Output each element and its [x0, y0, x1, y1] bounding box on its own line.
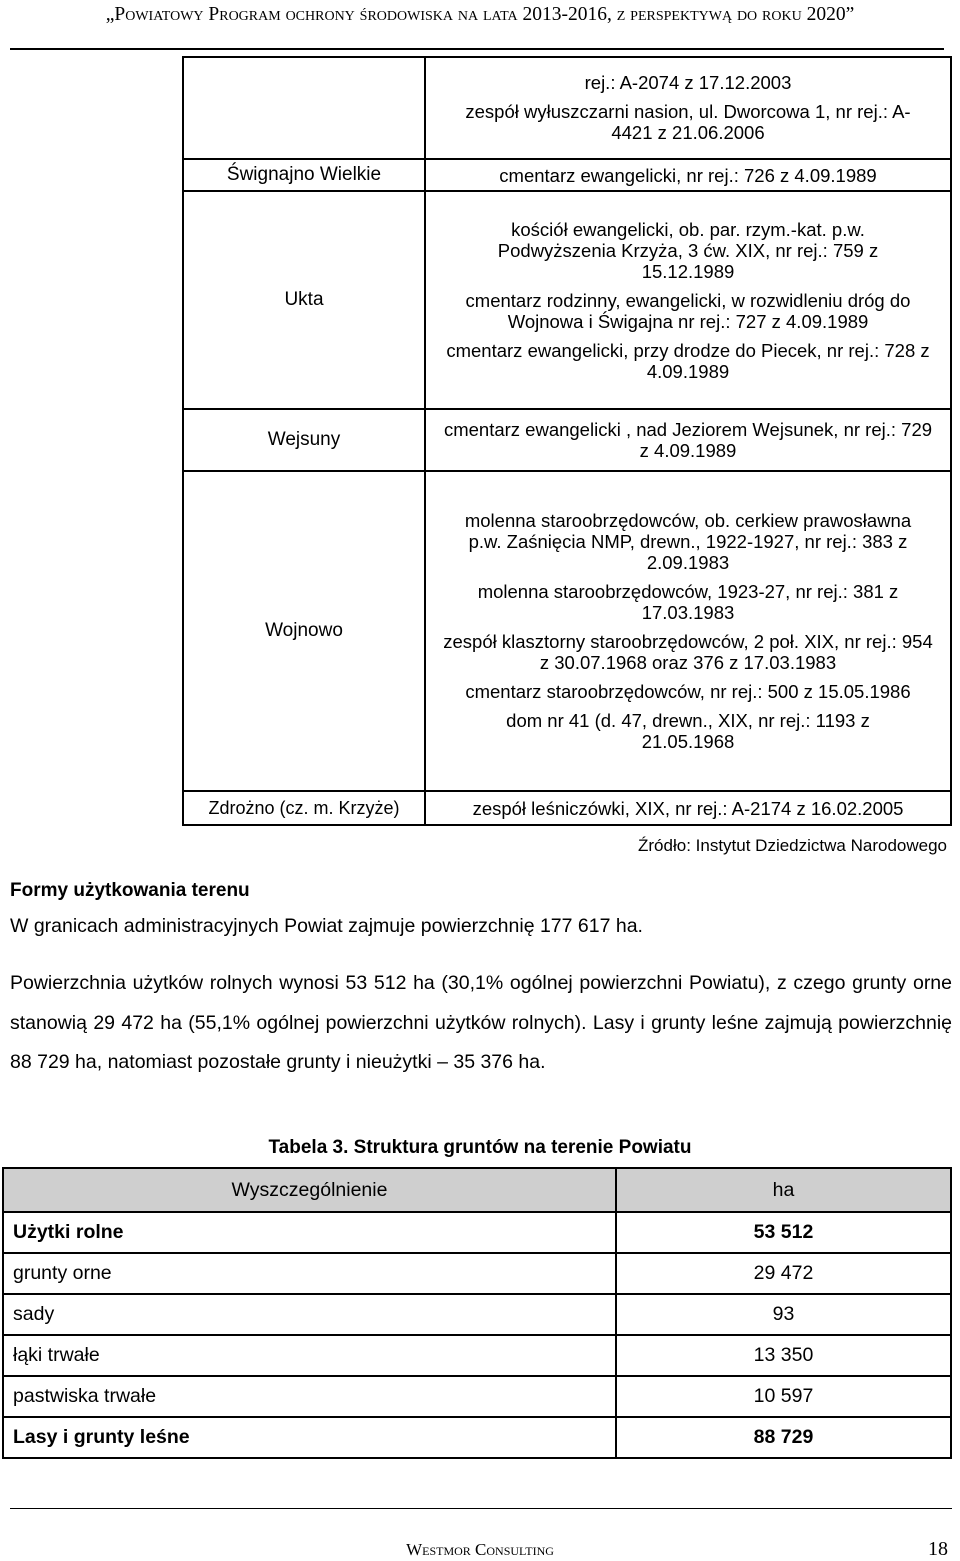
table-caption: Tabela 3. Struktura gruntów na terenie Powiatu [268, 1137, 692, 1158]
list-item: zespół klasztorny staroobrzędowców, 2 poł. XIX, nr rej.: 954 z 30.07.1968 oraz 376 z 17.03.1983 [443, 631, 933, 673]
list-item: rej.: A-2074 z 17.12.2003 [584, 71, 792, 93]
locality-cell: Zdrożno (cz. m. Krzyże) [183, 791, 425, 825]
paragraph: Powierzchnia użytków rolnych wynosi 53 512 ha (30,1% ogólnej powierzchni Powiatu), z czego grunty orne stanowią 29 472 ha (55,1% ogólnej powierzchni użytków rolnych). Lasy i grunty leśne zajmują powierzchnię 88 729 ha, natomiast pozostałe grunty i nieużytki – 35 376 ha. [10, 972, 952, 1073]
row-label: pastwiska trwałe [3, 1376, 616, 1417]
page-header [0, 0, 960, 42]
table-row [3, 1417, 951, 1458]
list-item: molenna staroobrzędowców, 1923-27, nr rej.: 381 z 17.03.1983 [477, 581, 899, 623]
row-value: 53 512 [616, 1212, 951, 1253]
heritage-items-cell [425, 409, 951, 471]
table-row [183, 159, 951, 191]
row-value: 10 597 [616, 1376, 951, 1417]
row-label: grunty orne [3, 1253, 616, 1294]
locality-cell: Wojnowo [183, 471, 425, 791]
table-row [3, 1335, 951, 1376]
list-item: cmentarz ewangelicki, przy drodze do Piecek, nr rej.: 728 z 4.09.1989 [446, 339, 930, 382]
heritage-items-cell [425, 159, 951, 191]
heritage-items-cell [425, 471, 951, 791]
table-row [183, 57, 951, 159]
table-row [3, 1294, 951, 1335]
table-row [183, 471, 951, 791]
list-item: dom nr 41 (d. 47, drewn., XIX, nr rej.: 1193 z 21.05.1968 [506, 710, 870, 752]
land-structure-table [2, 1167, 952, 1459]
heritage-items-cell [425, 191, 951, 409]
row-label: Użytki rolne [3, 1212, 616, 1253]
list-item: zespół leśniczówki, XIX, nr rej.: A-2174 z 16.02.2005 [472, 797, 904, 819]
list-item: zespół wyłuszczarni nasion, ul. Dworcowa 1, nr rej.: A-4421 z 21.06.2006 [465, 100, 911, 143]
heritage-items-cell [425, 57, 951, 159]
locality-cell: Wejsuny [183, 409, 425, 471]
heritage-registry-table [182, 56, 952, 826]
row-value: 93 [616, 1294, 951, 1335]
table-row [3, 1376, 951, 1417]
row-label: łąki trwałe [3, 1335, 616, 1376]
footer-company-name: Westmor Consulting [406, 1540, 554, 1559]
column-header: Wyszczególnienie [3, 1168, 616, 1212]
section-title: Formy użytkowania terenu [10, 880, 250, 901]
footer-rule [10, 1508, 952, 1509]
header-title: „Powiatowy Program ochrony środowiska na lata 2013-2016, z perspektywą do roku 2020” [105, 4, 855, 25]
row-value: 13 350 [616, 1335, 951, 1376]
table-row [183, 191, 951, 409]
header-rule [10, 48, 944, 50]
row-label: Lasy i grunty leśne [3, 1417, 616, 1458]
row-label: sady [3, 1294, 616, 1335]
page-number: 18 [928, 1538, 948, 1560]
list-item: cmentarz ewangelicki , nad Jeziorem Wejsunek, nr rej.: 729 z 4.09.1989 [443, 419, 933, 461]
table-row [183, 791, 951, 825]
source-note: Źródło: Instytut Dziedzictwa Narodowego [638, 836, 947, 855]
locality-cell: Śwignajno Wielkie [183, 159, 425, 191]
paragraph: W granicach administracyjnych Powiat zajmuje powierzchnię 177 617 ha. [10, 915, 643, 937]
heritage-items-cell [425, 791, 951, 825]
row-value: 88 729 [616, 1417, 951, 1458]
table-row [183, 409, 951, 471]
table-row [3, 1253, 951, 1294]
locality-cell [183, 57, 425, 159]
list-item: molenna staroobrzędowców, ob. cerkiew prawosławna p.w. Zaśnięcia NMP, drewn., 1922-1927, nr rej.: 383 z 2.09.1983 [464, 510, 912, 573]
row-value: 29 472 [616, 1253, 951, 1294]
table-header-row [3, 1168, 951, 1212]
list-item: cmentarz staroobrzędowców, nr rej.: 500 z 15.05.1986 [465, 681, 911, 702]
column-header: ha [616, 1168, 951, 1212]
list-item: cmentarz rodzinny, ewangelicki, w rozwidleniu dróg do Wojnowa i Świgajna nr rej.: 727 z 4.09.1989 [465, 289, 911, 332]
list-item: cmentarz ewangelicki, nr rej.: 726 z 4.09.1989 [499, 164, 877, 186]
list-item: kościół ewangelicki, ob. par. rzym.-kat. p.w. Podwyższenia Krzyża, 3 ćw. XIX, nr rej.: 759 z 15.12.1989 [497, 218, 879, 282]
locality-cell: Ukta [183, 191, 425, 409]
table-row [3, 1212, 951, 1253]
footer-company [0, 1540, 960, 1560]
